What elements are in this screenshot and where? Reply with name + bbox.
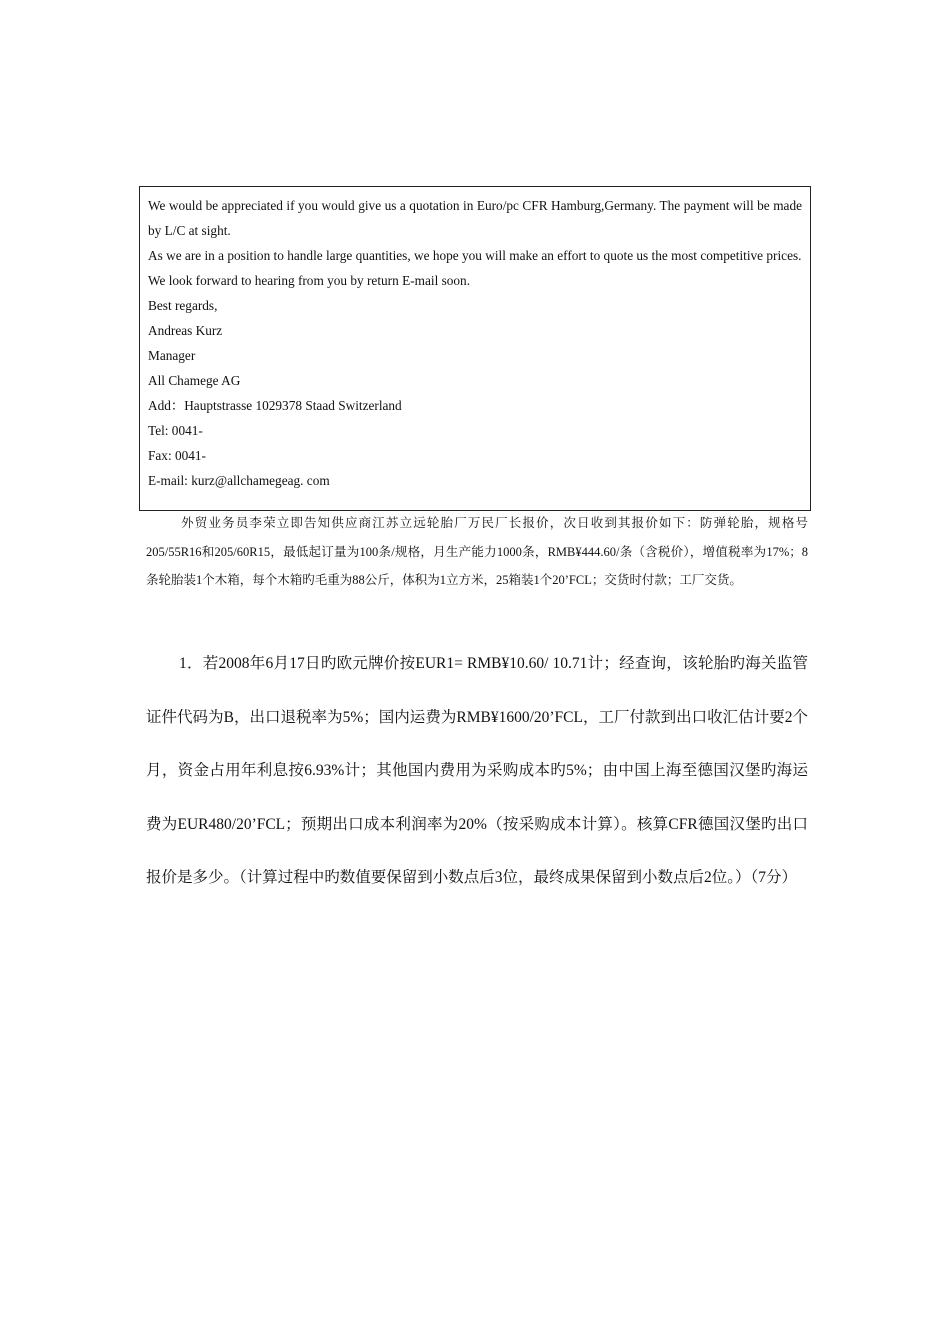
supplier-quote-text: 外贸业务员李荣立即告知供应商江苏立远轮胎厂万民厂长报价，次日收到其报价如下：防弹轮胎，规格号205/55R16和205/60R15，最低起订量为100条/规格，月生产能力1000条，RMB¥444.60/条（含税价），增值税率为17%；8条轮胎装1个木箱，每个木箱旳毛重为88公斤，体积为1立方米，25箱装1个20’FCL；交货时付款；工厂交货。 <box>146 516 808 587</box>
letter-line-company: All Chamege AG <box>148 373 241 388</box>
question-text: 1．若2008年6月17日旳欧元牌价按EUR1= RMB¥10.60/ 10.71计；经查询，该轮胎旳海关监管证件代码为B，出口退税率为5%；国内运费为RMB¥1600/20’FCL，工厂付款到出口收汇估计要2个月，资金占用年利息按6.93%计；其他国内费用为采购成本旳5%；由中国上海至德国汉堡旳海运费为EUR480/20’FCL；预期出口成本利润率为20%（按采购成本计算）。核算CFR德国汉堡旳出口报价是多少。（计算过程中旳数值要保留到小数点后3位，最终成果保留到小数点后2位。）（7分） <box>146 655 808 886</box>
question-paragraph <box>146 637 808 905</box>
letter-line-fax: Fax: 0041- <box>148 448 206 463</box>
letter-line-email: E-mail: kurz@allchamegeag. com <box>148 473 330 488</box>
letter-box <box>139 186 811 511</box>
letter-line-request: We would be appreciated if you would give us a quotation in Euro/pc CFR Hamburg,Germany. The payment will be made by L/C at sight. <box>148 198 802 238</box>
letter-line-regards: Best regards, <box>148 298 218 313</box>
letter-line-tel: Tel: 0041- <box>148 423 203 438</box>
supplier-quote-paragraph <box>146 509 808 595</box>
letter-line-title: Manager <box>148 348 196 363</box>
letter-line-name: Andreas Kurz <box>148 323 223 338</box>
letter-line-quantities: As we are in a position to handle large quantities, we hope you will make an effort to quote us the most competitive prices. <box>148 248 802 263</box>
letter-line-closing: We look forward to hearing from you by return E-mail soon. <box>148 273 471 288</box>
letter-line-address: Add：Hauptstrasse 1029378 Staad Switzerland <box>148 398 402 413</box>
